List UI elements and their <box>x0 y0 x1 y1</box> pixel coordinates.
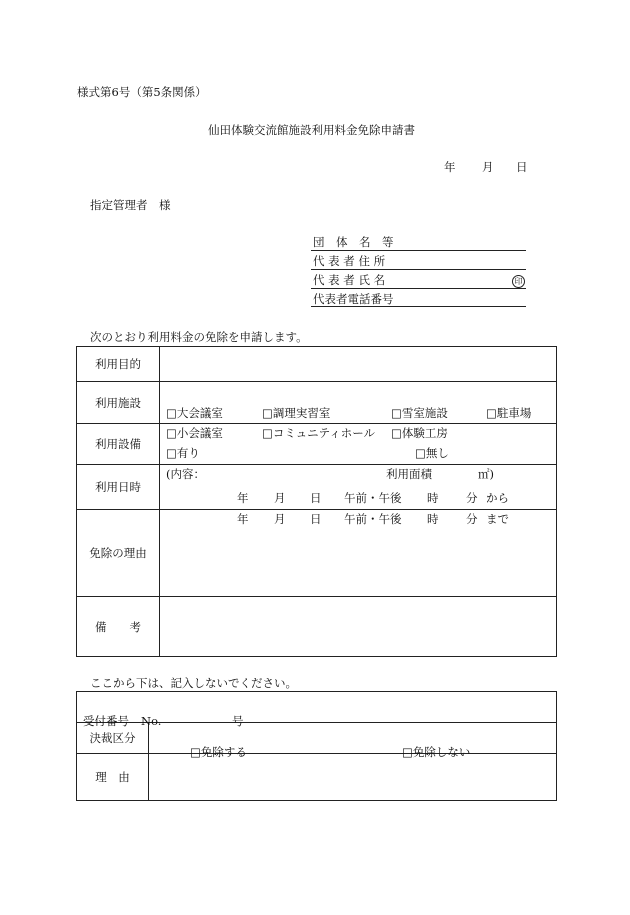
equipment-no-checkbox[interactable]: □無し <box>415 446 449 460</box>
facility-checkbox-craft-workshop[interactable]: □体験工房 <box>391 425 448 440</box>
name-line[interactable] <box>311 288 526 289</box>
from-year: 年 <box>237 491 249 505</box>
intro-text: 次のとおり利用料金の免除を申請します。 <box>90 330 308 344</box>
receipt-number-label: 受付番号 <box>83 714 129 728</box>
address-line[interactable] <box>311 269 526 270</box>
facility-checkbox-community-hall[interactable]: □コミュニティホール <box>262 425 375 440</box>
to-hour: 時 <box>427 512 439 526</box>
form-number: 様式第6号（第5条関係） <box>77 85 207 99</box>
group-name-line[interactable] <box>311 250 526 251</box>
office-reason-field[interactable] <box>149 754 557 801</box>
equipment-yes-checkbox[interactable]: □有り <box>166 446 200 460</box>
approve-checkbox[interactable]: □免除する <box>190 745 247 759</box>
facility-field <box>160 382 557 440</box>
receipt-row <box>77 692 557 728</box>
facility-checkbox-parking[interactable]: □駐車場 <box>486 405 532 420</box>
equipment-label: 利用設備 <box>77 424 160 465</box>
to-year: 年 <box>237 512 249 526</box>
purpose-label: 利用目的 <box>77 347 160 382</box>
from-day: 日 <box>310 491 322 505</box>
from-ampm: 午前・午後 <box>344 491 402 505</box>
date-day-label: 日 <box>516 160 528 174</box>
address-label: 代 表 者 住 所 <box>313 254 386 268</box>
decision-field <box>149 723 557 759</box>
datetime-label: 利用日時 <box>77 465 160 510</box>
to-minute: 分 <box>466 512 478 526</box>
area-unit: ㎡) <box>478 467 494 481</box>
office-use-note: ここから下は、記入しないでください。 <box>90 676 297 690</box>
representative-name-label: 代 表 者 氏 名 <box>313 273 386 287</box>
addressee: 指定管理者 様 <box>90 198 171 212</box>
receipt-no-suffix: 号 <box>232 714 244 728</box>
phone-line[interactable] <box>311 306 526 307</box>
seal-mark: 印 <box>512 275 525 288</box>
reject-checkbox[interactable]: □免除しない <box>402 745 471 759</box>
office-use-table <box>76 691 557 801</box>
date-year-label: 年 <box>444 160 456 174</box>
group-name-label: 団 体 名 等 <box>313 235 394 249</box>
from-hour: 時 <box>427 491 439 505</box>
from-suffix: から <box>486 491 509 505</box>
to-day: 日 <box>310 512 322 526</box>
remarks-label: 備 考 <box>77 597 160 657</box>
purpose-field[interactable] <box>160 347 557 382</box>
receipt-no-prefix: No. <box>141 714 162 728</box>
to-month: 月 <box>274 512 286 526</box>
office-reason-label: 理 由 <box>77 754 149 801</box>
to-ampm: 午前・午後 <box>344 512 402 526</box>
phone-label: 代表者電話番号 <box>313 292 394 306</box>
facility-checkbox-cooking-room[interactable]: □調理実習室 <box>262 405 331 420</box>
decision-label: 決裁区分 <box>77 723 149 754</box>
facility-checkbox-snow-room[interactable]: □雪室施設 <box>391 405 448 420</box>
facility-checkbox-large-meeting-room[interactable]: □大会議室 <box>166 405 223 420</box>
datetime-field[interactable] <box>160 465 557 526</box>
remarks-field[interactable] <box>160 597 557 657</box>
facility-checkbox-small-meeting-room[interactable]: □小会議室 <box>166 425 223 440</box>
facility-label: 利用施設 <box>77 382 160 424</box>
page-title: 仙田体験交流館施設利用料金免除申請書 <box>208 123 415 137</box>
from-minute: 分 <box>466 491 478 505</box>
to-suffix: まで <box>486 512 509 526</box>
application-table <box>76 346 557 657</box>
equipment-content-label: (内容： <box>166 467 205 481</box>
date-month-label: 月 <box>482 160 494 174</box>
usage-area-label: 利用面積 <box>386 467 432 481</box>
reason-label: 免除の理由 <box>77 510 160 597</box>
from-month: 月 <box>274 491 286 505</box>
